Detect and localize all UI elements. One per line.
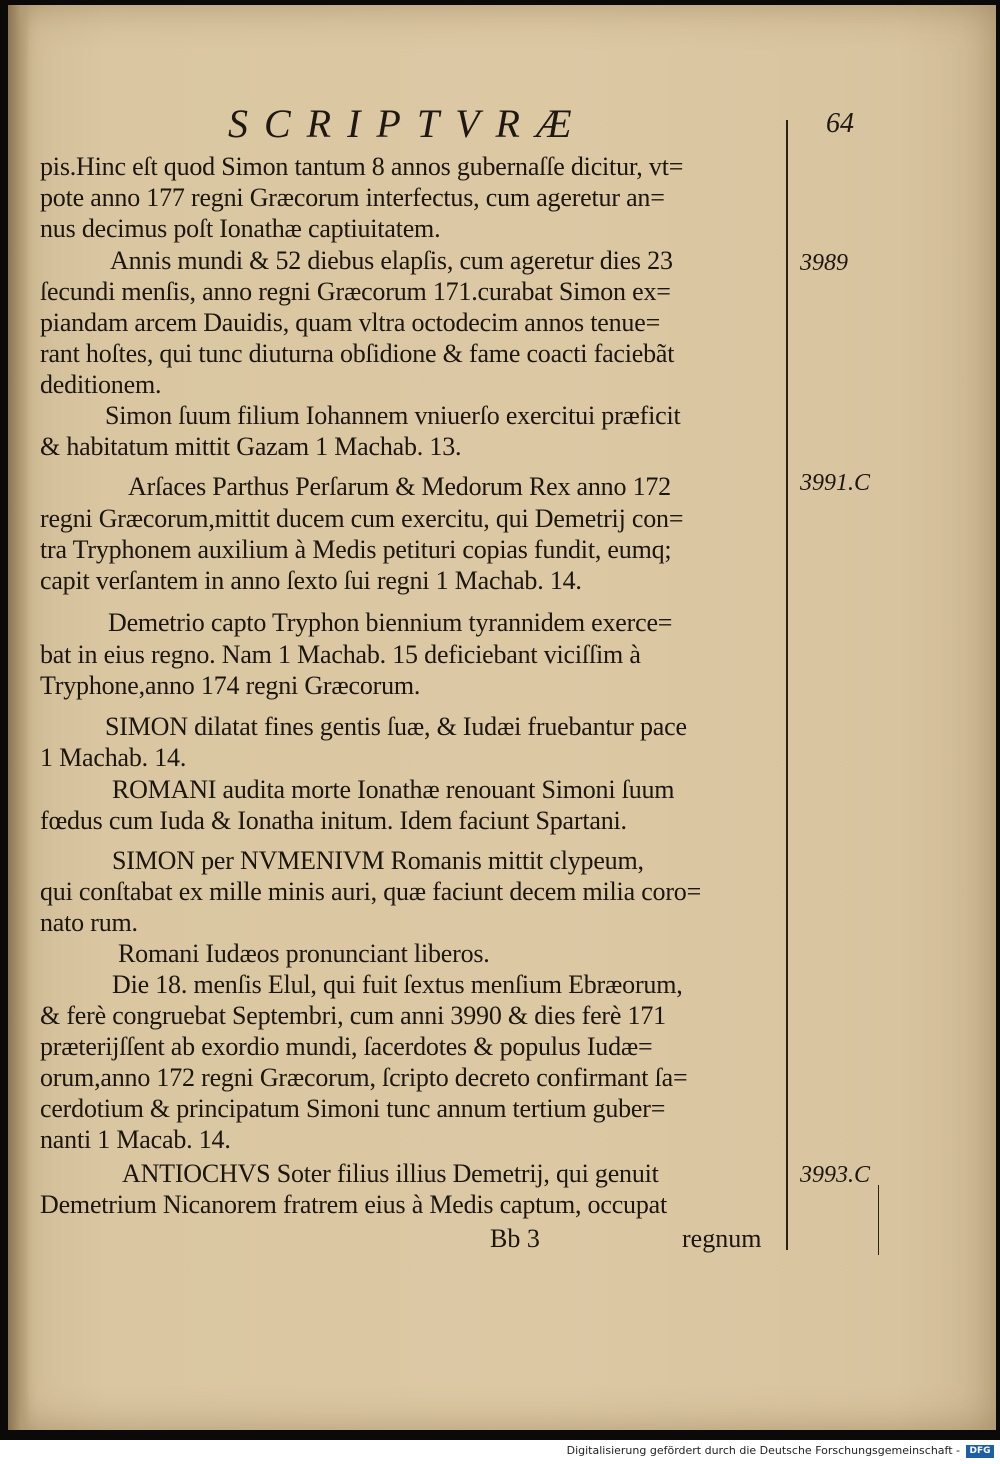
text-line: ANTIOCHVS Soter filius illius Demetrij, qui genuit	[122, 1159, 659, 1188]
digitization-footer	[0, 1440, 1000, 1464]
text-line: pote anno 177 regni Græcorum interfectus, cum ageretur an=	[40, 183, 665, 212]
text-line: tra Tryphonem auxilium à Medis petituri copias fundit, eumq;	[40, 535, 672, 564]
text-line: Tryphone,anno 174 regni Græcorum.	[40, 671, 421, 700]
text-line: Simon ſuum filium Iohannem vniuerſo exercitui præficit	[105, 401, 681, 430]
text-line: ROMANI audita morte Ionathæ renouant Simoni ſuum	[112, 775, 675, 804]
text-line: cerdotium & principatum Simoni tunc annum tertium guber=	[40, 1094, 666, 1123]
margin-year-note: 3991.C	[800, 470, 871, 496]
text-line: Arſaces Parthus Perſarum & Medorum Rex anno 172	[128, 472, 671, 501]
text-line: piandam arcem Dauidis, quam vltra octodecim annos tenue=	[40, 308, 661, 337]
page-number: 64	[826, 108, 854, 139]
text-line: Demetrium Nicanorem fratrem eius à Medis captum, occupat	[40, 1190, 668, 1219]
text-line: nus decimus poſt Ionathæ captiuitatem.	[40, 214, 441, 243]
text-line: & ferè congruebat Septembri, cum anni 3990 & dies ferè 171	[40, 1001, 666, 1030]
text-line: SIMON per NVMENIVM Romanis mittit clypeum,	[112, 846, 644, 875]
text-line: pis.Hinc eſt quod Simon tantum 8 annos gubernaſſe dicitur, vt=	[40, 152, 684, 181]
text-line: nanti 1 Macab. 14.	[40, 1125, 231, 1154]
text-line: deditionem.	[40, 370, 162, 399]
text-line: rant hoſtes, qui tunc diuturna obſidione & fame coacti faciebãt	[40, 339, 675, 368]
signature-mark: Bb 3	[490, 1224, 540, 1253]
text-line: SIMON dilatat fines gentis ſuæ, & Iudæi fruebantur pace	[105, 712, 687, 741]
running-head: SCRIPTVRÆ	[228, 101, 588, 146]
text-line: & habitatum mittit Gazam 1 Machab. 13.	[40, 432, 462, 461]
text-line: bat in eius regno. Nam 1 Machab. 15 deficiebant viciſſim à	[40, 640, 641, 669]
text-line: capit verſantem in anno ſexto ſui regni 1 Machab. 14.	[40, 566, 582, 595]
margin-year-note: 3989	[800, 250, 848, 276]
text-line: orum,anno 172 regni Græcorum, ſcripto decreto confirmant ſa=	[40, 1063, 688, 1092]
text-line: ſecundi menſis, anno regni Græcorum 171.curabat Simon ex=	[40, 277, 671, 306]
funding-credit: Digitalisierung gefördert durch die Deutsche Forschungsgemeinschaft -	[566, 1444, 960, 1457]
page-gutter-edge	[8, 5, 30, 1430]
text-line: nato rum.	[40, 908, 138, 937]
text-line: regni Græcorum,mittit ducem cum exercitu, qui Demetrij con=	[40, 504, 684, 533]
text-line: qui conſtabat ex mille minis auri, quæ faciunt decem milia coro=	[40, 877, 702, 906]
text-line: Demetrio capto Tryphon biennium tyrannidem exerce=	[108, 608, 673, 637]
text-line: Die 18. menſis Elul, qui fuit ſextus menſium Ebræorum,	[112, 970, 683, 999]
text-line: Romani Iudæos pronunciant liberos.	[118, 939, 490, 968]
text-line: præterijſſent ab exordio mundi, ſacerdotes & populus Iudæ=	[40, 1032, 653, 1061]
text-line: fœdus cum Iuda & Ionatha initum. Idem faciunt Spartani.	[40, 806, 627, 835]
margin-rule-lower	[878, 1185, 879, 1255]
text-line: 1 Machab. 14.	[40, 743, 187, 772]
catchword: regnum	[682, 1224, 762, 1253]
dfg-logo-icon: DFG	[966, 1445, 994, 1458]
margin-year-note: 3993.C	[800, 1162, 871, 1188]
text-line: Annis mundi & 52 diebus elapſis, cum ageretur dies 23	[110, 246, 673, 275]
margin-rule	[786, 120, 788, 1250]
